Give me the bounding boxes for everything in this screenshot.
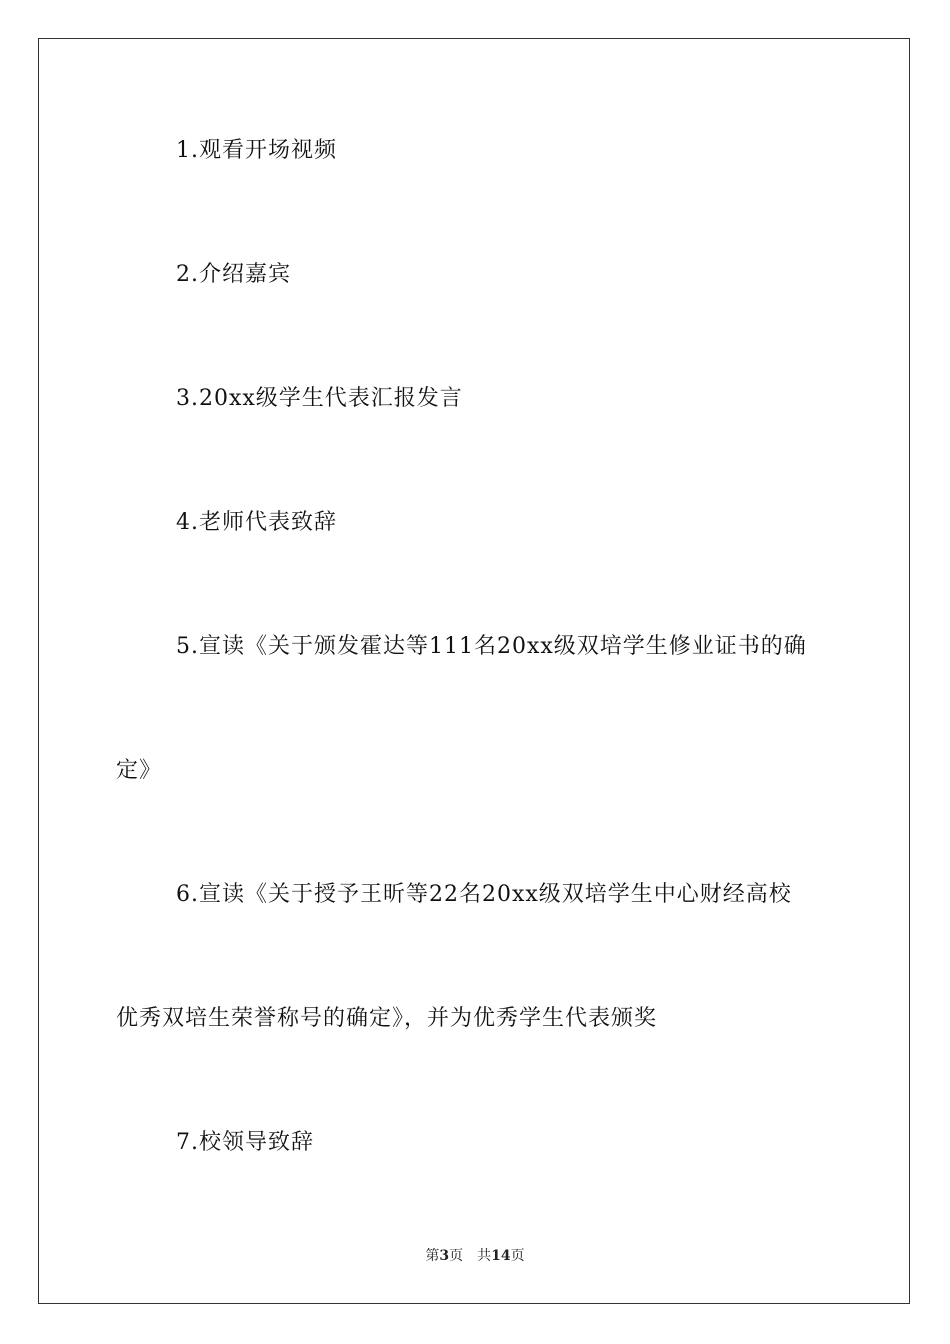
agenda-item-1: 1.观看开场视频 (176, 138, 337, 163)
footer-page-suffix: 页 (449, 1248, 464, 1264)
agenda-item-2: 2.介绍嘉宾 (176, 262, 291, 287)
agenda-item-4: 4.老师代表致辞 (176, 510, 337, 535)
page-frame (38, 38, 910, 1304)
footer-total-prefix: 共 (477, 1248, 492, 1264)
agenda-item-7: 7.校领导致辞 (176, 1130, 314, 1155)
footer-total-suffix: 页 (510, 1248, 525, 1264)
agenda-item-3: 3.20xx级学生代表汇报发言 (176, 386, 463, 411)
page-footer (0, 1246, 950, 1266)
current-page-number: 3 (439, 1248, 450, 1264)
footer-prefix: 第 (425, 1248, 440, 1264)
agenda-item-5-line-2: 定》 (116, 758, 163, 783)
agenda-item-5-line-1: 5.宣读《关于颁发霍达等111名20xx级双培学生修业证书的确 (176, 634, 807, 659)
total-page-number: 14 (491, 1248, 511, 1264)
agenda-item-6-line-1: 6.宣读《关于授予王昕等22名20xx级双培学生中心财经高校 (176, 882, 792, 907)
agenda-item-6-line-2: 优秀双培生荣誉称号的确定》，并为优秀学生代表颁奖 (116, 1006, 658, 1031)
